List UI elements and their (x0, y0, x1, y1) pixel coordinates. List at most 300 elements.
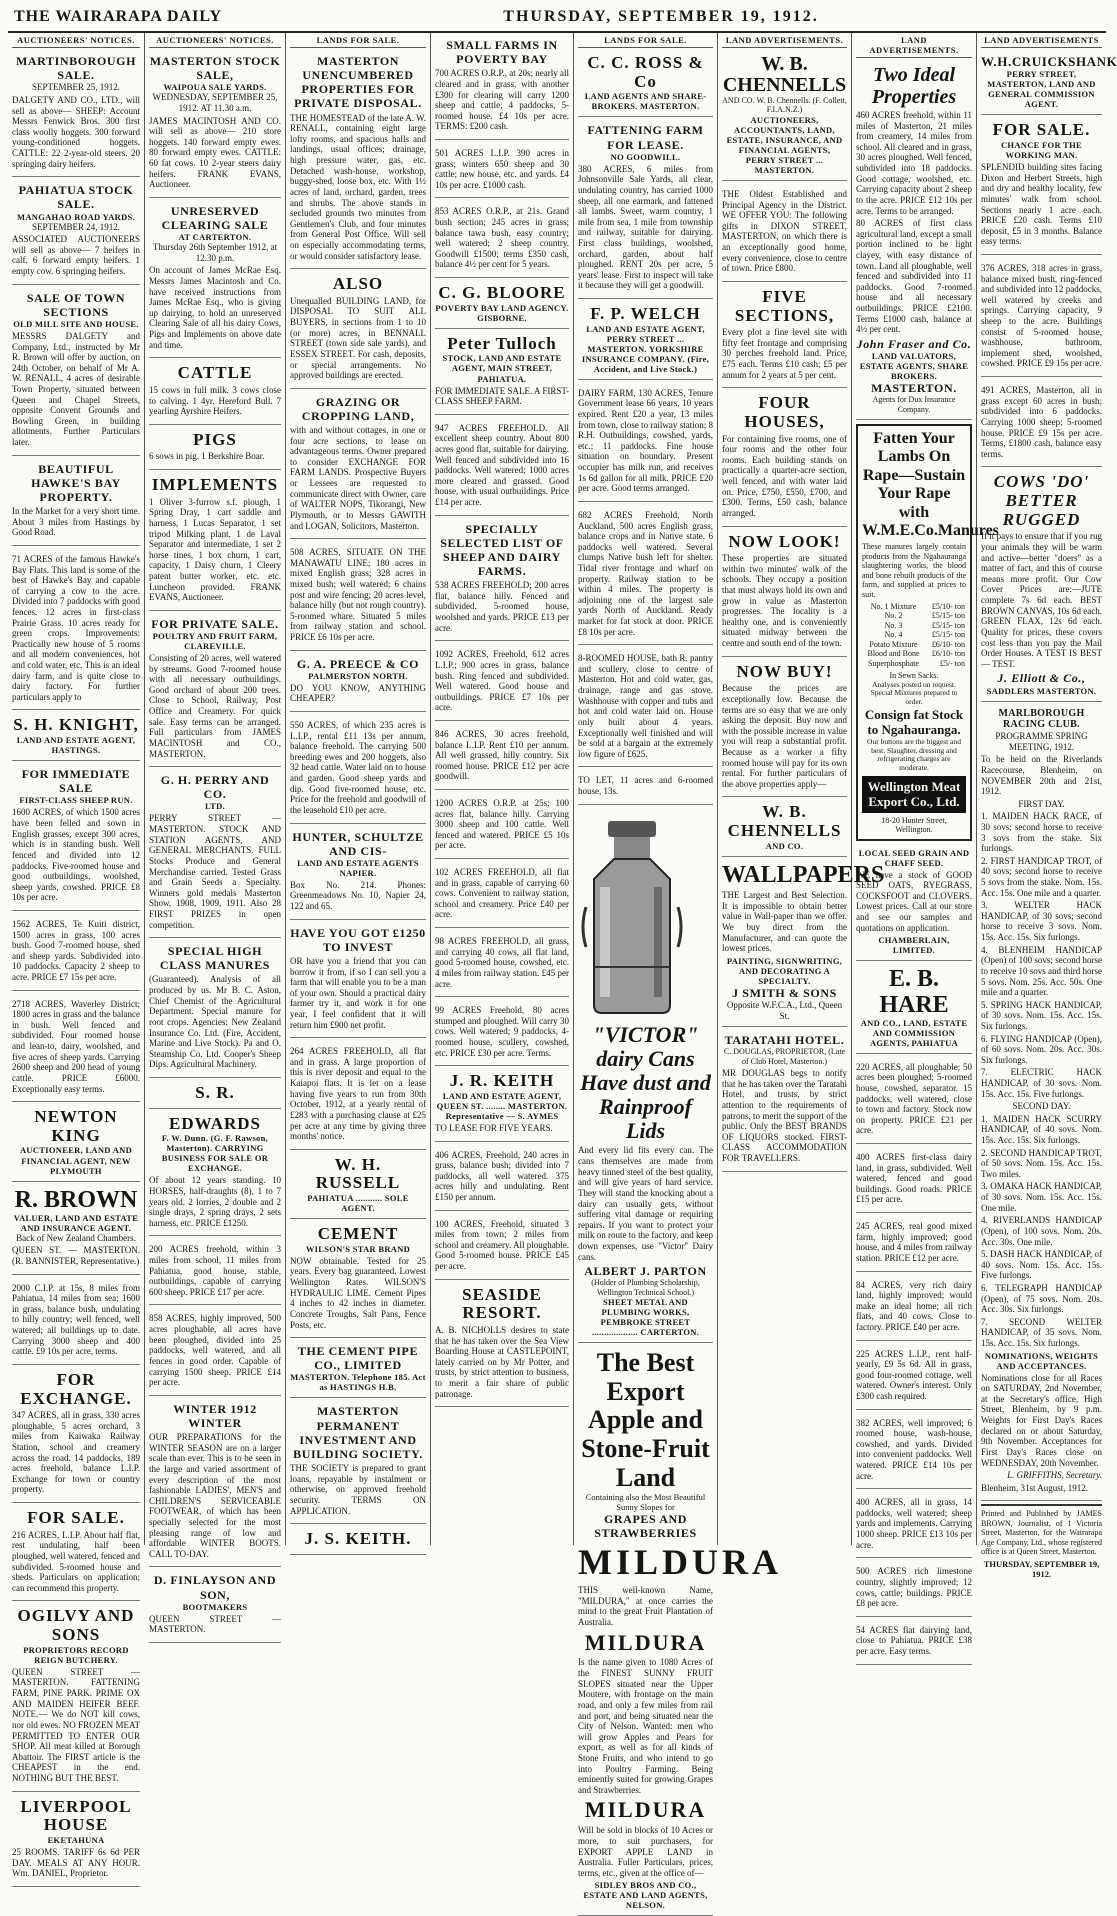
ad-block (435, 724, 569, 790)
manure-price: £5/10- ton (931, 602, 965, 612)
masthead-date: THURSDAY, SEPTEMBER 19, 1912. (503, 8, 819, 25)
ad-title: CATTLE (177, 363, 253, 383)
manure-name: No. 1 Mixture (870, 602, 917, 612)
ad-block (981, 118, 1102, 255)
ad-body: JAMES MACINTOSH AND CO. will sell as above— 210 store hoggets. 140 forward empty ewes. 80 forward empty ewes. CATTLE: 60 fat cows. 10 2-year steers dairy heifers. FRANK EVANS, Auctioneer. (149, 115, 281, 190)
ad-place: Blenheim, 31st August, 1912. (981, 1482, 1089, 1493)
ad-date: WEDNESDAY, SEPTEMBER 25, 1912. AT 11.30 a.m. (152, 92, 278, 113)
ad-two-ideal-properties (856, 61, 972, 420)
ad-list (12, 51, 140, 1182)
column-2 (145, 33, 286, 1635)
ad-block (435, 862, 569, 928)
ad-body: MESSRS DALGETY and Company, Ltd., instructed by Mr R. Brown will offer by auction, on 24th October, on behalf of Mr A. W. RENALL, 4 acres of desirable Town Property, situated between Queen and Chapel Streets, opposite Convent Grounds and Bowling Green, in building allotments. Further Particulars later. (12, 330, 140, 447)
ad-block (149, 361, 281, 425)
column-heading: AUCTIONEERS' NOTICES. (12, 35, 140, 48)
ad-body: For containing five rooms, one of four rooms and the other four rooms. Each building stands on practically a quarter-acre section, well fenced, and with water laid on. Price, £750, £550, £700, and £300. Terms, £50 cash, balance arranged. (722, 433, 847, 518)
ad-body: 376 ACRES, 318 acres in grass, balance mixed bush, ring-fenced and subdivided into 12 paddocks, well watered by creeks and springs. Carrying capacity, 9 sheep to the acre. Buildings consist of 5-roomed house, washhouse, bathroom, implement shed, woolshed, cowshed. PRICE £9 15s per acre. (981, 263, 1102, 369)
ad-subtitle: WAIPOUA SALE YARDS. (163, 82, 267, 93)
ad-body: 220 ACRES, all ploughable; 50 acres been ploughed; 5-roomed house, cowshed, separator. 15 paddocks, well watered, close to town and factory. Stock now on property. PRICE £21 per acre. (856, 1061, 972, 1136)
ad-block (290, 542, 426, 650)
column-heading: LANDS FOR SALE. (290, 35, 426, 48)
ad-body: 80 ACRES of first class agricultural land, except a small portion inclined to be light clayey, with easy distance of town. Land all ploughable, well fenced and subdivided into 11 paddocks. Good 7-roomed house and all necessary outbuildings. PRICE £2100. Terms £1000 cash, balance at 4½ per cent. (856, 218, 972, 335)
manure-name: Superphosphate (867, 658, 920, 668)
ad-title: S. R. (195, 1082, 235, 1102)
ad-body: 846 ACRES, 30 acres freehold, balance L.I.P. Rent £10 per annum. All well grassed, hilly country. Six roomed house. PRICE £12 per acre goodwill. (435, 728, 569, 782)
ad-address: Opposite W.F.C.A., Ltd., Queen St. (726, 999, 843, 1021)
ad-body: 400 ACRES first-class dairy land, in grass, subdivided. Well watered, fenced and good buildings. Good roads. PRICE £15 per acre. (856, 1152, 972, 1205)
ad-title: PAHIATUA STOCK SALE. (18, 183, 134, 212)
ad-day-2: SECOND DAY. (1012, 1101, 1071, 1112)
ad-body: SPLENDID building sites facing Dixon and Herbert Streets, high and dry and healthy locality, few minutes' walk from school. Sections nearly 1 acre each. PRICE £20 cash. Terms £10 deposit, £5 in 3 months. Balance easy terms. (981, 162, 1102, 247)
race-entry: 7. SECOND WELTER HANDICAP, of 35 sovs. Nom. 15s. Acc. 15s. Six furlongs. (981, 1316, 1102, 1349)
ad-block (12, 180, 140, 284)
ad-title: SPECIALLY SELECTED LIST OF SHEEP AND DAIRY FARMS. (440, 521, 564, 579)
column-heading: LAND ADVERTISEMENTS. (856, 35, 972, 58)
column-heading: AUCTIONEERS' NOTICES. (149, 35, 281, 48)
ad-body: QUEEN STREET — MASTERTON. (149, 1613, 281, 1635)
race-entry: 4. RIVERLANDS HANDICAP (Open), of 100 sovs. Nom. 20s. Acc. 30s. One mile. (981, 1215, 1102, 1247)
ad-fraser-agents: Agents for Dux Insurance Company. (872, 395, 956, 414)
ad-body: Box No. 214. Phones: Greenmeadows No. 10, Napier 24, 122 and 65. (290, 879, 426, 912)
ad-title: MASTERTON UNENCUMBERED PROPERTIES FOR PRIVATE DISPOSAL. (294, 54, 422, 111)
ad-block (290, 654, 426, 712)
ad-body: THE Oldest Established and Principal Agency in the District. WE OFFER YOU: The following gifts in DIXON STREET, MASTERTON, on which there is an exceptionally good home, every convenience, close to centre of town. Price £800. (722, 188, 847, 274)
ad-body: 1600 ACRES, of which 1500 acres have been felled and sown in English grasses, except 300 acres, which is in standing bush. Well fenced and divided into 12 paddocks. Five-roomed house and good outbuildings, woolshed, sheep yards, cowshed. PRICE £8 10s per acre. (12, 807, 140, 903)
ad-body: 8-ROOMED HOUSE, bath R. pantry and scullery, close to centre of Masterton. Hot and cold water, gas, drainage, range and gas stove. Washhouse with copper and tubs and hot and cold water laid on. House only built about 4 years. Exceptionally well finished and will be sold at a bargain at the extremely low figure of £625. (578, 653, 713, 759)
ad-nominations: NOMINATIONS, WEIGHTS AND ACCEPTANCES. (984, 1350, 1099, 1371)
ad-block (578, 383, 713, 502)
ad-block (435, 35, 569, 140)
masthead-paper-name: THE WAIRARAPA DAILY (14, 8, 223, 25)
ad-sign: L. GRIFFITHS, Secretary. (1007, 1470, 1102, 1481)
race-entry: 4. BLENHEIM HANDICAP (Open) of 100 sovs; second horse to receive 10 sovs and third horse 5 sovs. Nom. 25s. Acc. 50s. One mile and a quarter. (981, 944, 1102, 998)
manure-price: £5/15- ton (931, 611, 965, 621)
ad-cruickshank (981, 51, 1117, 115)
ad-name: J SMITH & SONS (732, 985, 837, 1000)
ad-body: Because the prices are exceptionally low. Because the terms are so easy that we are only asking the deposit. Buy now and with the possible increase in value you will reap a substantial profit. Because as a worker a fifty roomed house will pay for its own rental. For further particulars of the above properties apply— (722, 683, 847, 789)
ad-title: S. H. KNIGHT, (13, 715, 139, 735)
ad-subtitle: STOCK, LAND AND ESTATE AGENT, MAIN STREET, PAHIATUA. (442, 353, 562, 384)
race-entry: 7. ELECTRIC HACK HANDICAP, of 30 sovs. Nom. 15s. Acc. 15s. Five furlongs. (981, 1067, 1102, 1099)
ad-body: A. B. NICHOLLS desires to state that he has taken over the Sea View Boarding House at CASTLEPOINT, lately carried on by Mr Potter, and trusts, by strict attention to business, to merit a fair share of public patronage. (435, 1324, 569, 1399)
ad-title: WALLPAPERS (722, 861, 885, 888)
ad-subtitle: WILSON'S STAR BRAND (305, 1243, 411, 1254)
ad-r-brown (12, 1185, 140, 1275)
ad-fraser-title: John Fraser and Co. (856, 336, 972, 351)
ad-body: 71 ACRES of the famous Hawke's Bay Flats. This land is some of the best of Hawke's Bay and capable of carrying a cow to the acre. Divided into 7 paddocks with good fences. 12 acres in first-class Prairie Grass. 10 acres ready for green crops. Improvements: Practically new house of 5 rooms and all modern conveniences, hot and cold water, etc. This is an ideal dairy farm, and is quite close to dairy factory. For further particulars apply to (12, 553, 140, 702)
manure-price-row (862, 659, 966, 668)
ad-body: 500 ACRES rich limestone country, slightly improved; 12 cows, cattle; buildings. PRICE £8 per acre. (856, 1566, 972, 1609)
ad-block (12, 549, 140, 711)
ad-victor-dairy-cans (578, 808, 713, 1344)
ad-block (435, 201, 569, 278)
ad-title: LIVERPOOL HOUSE (20, 1796, 132, 1835)
ad-parton-sub: (Holder of Plumbing Scholarship, Wellington Technical School.) (591, 1278, 700, 1297)
ad-title: ALSO (332, 274, 384, 294)
column-4 (431, 33, 574, 1545)
ad-title: CEMENT (317, 1224, 399, 1244)
ad-block (12, 1368, 140, 1503)
ad-body: with and without cottages, in one or four acre sections, to lease on advantageous terms. Owner prepared to consider EXCHANGE FOR FARM LANDS. Prospective Buyers or Lessees are requested to communicate direct with Owner, care of WALTER NOPS, Tikorangi, New Plymouth, or to Messrs GAWITH and LOGAN, Solicitors, Masterton. (290, 425, 426, 531)
ad-block (856, 1057, 972, 1144)
manure-name: Blood and Bone (867, 649, 920, 659)
ad-parton-address: PEMBROKE STREET ................... CARTERTON. (591, 1317, 700, 1338)
manure-price: £5/15- ton (931, 620, 965, 630)
ad-subtitle: Containing also the Most Beautiful Sunny Slopes for (585, 1492, 706, 1513)
ad-block (12, 1506, 140, 1601)
ad-title: "VICTOR" dairy Cans Have dust and Rainproof Lids (580, 1021, 711, 1144)
ad-title: D. FINLAYSON AND SON, (153, 1573, 277, 1602)
ad-title: SPECIAL HIGH CLASS MANURES (159, 944, 271, 973)
ad-list (435, 35, 569, 1407)
ad-title: HUNTER, SCHULTZE AND CIS- (292, 829, 424, 858)
ad-block (578, 648, 713, 767)
ad-sign: CHAMBERLAIN, LIMITED. (878, 935, 950, 956)
ad-body: 216 ACRES, L.I.P. About half flat, rest undulating, half been ploughed, well watered, fenced and subdivided. 5-roomed house and sheds. Particulars on application; can recommend this property. (12, 1529, 140, 1593)
ad-title: Two Ideal Properties (871, 64, 957, 109)
manure-name: No. 4 (884, 630, 903, 640)
ad-title: SEASIDE RESORT. (462, 1284, 542, 1323)
ad-subtitle: AND CO. (765, 840, 804, 851)
ad-address: Back of New Zealand Chambers. (16, 1232, 136, 1243)
ad-subtitle: PAINTING, SIGNWRITING, AND DECORATING A SPECIALTY. (726, 955, 843, 986)
ad-subtitle: FIRST-CLASS SHEEP RUN. (19, 795, 133, 806)
manure-price-row (862, 602, 966, 611)
ad-block (856, 1413, 972, 1490)
ad-title: C. G. BLOORE (438, 283, 566, 303)
manure-price: £6/10- ton (931, 649, 965, 659)
ad-body: WE have a stock of GOOD SEED OATS, RYEGRASS, COCKSFOOT and CLOVERS. Lowest prices. Call at our store and see our samples and quotations on application. (856, 869, 972, 933)
ad-body: In the Market for a very short time. About 3 miles from Hastings by Good Road. (12, 506, 140, 538)
ad-subtitle: F. W. Dunn. (G. F. Rawson, Masterton). CARRYING BUSINESS FOR SALE OR EXCHANGE. (161, 1133, 269, 1174)
ad-block (149, 1239, 281, 1305)
ad-body: 1200 ACRES O.R.P. at 25s; 100 acres flat, balance hilly. Carrying 3000 sheep and 100 cattle. Well fenced and watered. PRICE £5 10s per acre. (435, 797, 569, 851)
ad-body: 491 ACRES, Masterton, all in grass except 60 acres in bush; subdivided into 6 paddocks. Carrying 1000 sheep; 5-roomed house. PRICE £9 15s per acre. Terms, £1800 cash, balance easy terms. (981, 385, 1102, 459)
ad-block (856, 1492, 972, 1558)
column-heading: LANDS FOR SALE. (578, 35, 713, 48)
ad-list (12, 1278, 140, 1887)
ad-consign-body: Our buttons are the biggest and best. Slaughter, dressing and refrigerating charges are moderate. (867, 736, 961, 773)
ad-title: SALE OF TOWN SECTIONS (26, 290, 126, 319)
ad-body: 947 ACRES FREEHOLD. All excellent sheep country. About 800 acres good flat, suitable for dairying. Well fenced and subdivided into 16 paddocks. Well watered; 1000 acres more cleared and grassed. Good house, with usual outbuildings. Price £14 per acre. (435, 422, 569, 507)
race-entry: 3. WELTER HACK HANDICAP, of 30 sovs; second horse to receive 3 sovs. Nom. 15s. Acc. 15s. Six furlongs. (981, 900, 1102, 943)
ad-subtitle: POULTRY AND FRUIT FARM, CLAREVILLE. (152, 631, 278, 652)
ad-block (12, 1795, 140, 1887)
race-entry: 5. SPRING HACK HANDICAP, of 30 sovs. Nom. 15s. Acc. 15s. Six furlongs. (981, 999, 1102, 1031)
milk-can-illustration (578, 817, 686, 1017)
ad-seed-grain (856, 845, 972, 962)
ad-block (149, 201, 281, 358)
manure-name: No. 2 (884, 611, 903, 621)
ad-list (722, 184, 847, 857)
ad-block (435, 931, 569, 997)
ad-body: Is the name given to 1080 Acres of the FINEST SUNNY FRUIT SLOPES situated near the Upper Moutere, with frontage on the main road, and only a few miles from rail and port, and being situated near the City of Nelson. Wanted: men who will grow Apples and Pears for export, as well as for all kinds of Stone Fruits, and who intend to go into Poultry Farming. Being eminently suited for growing Grapes and Strawberries. (578, 1657, 713, 1795)
ad-hare (856, 964, 972, 1053)
ad-parton-sub2: SHEET METAL AND PLUMBING WORKS, (601, 1297, 690, 1318)
ad-title: FIVE SECTIONS, (734, 286, 835, 325)
ad-fraser-sub: LAND VALUATORS, ESTATE AGENTS, SHARE BROKERS. (859, 350, 969, 382)
ad-block (435, 1069, 569, 1141)
column-heading: LAND ADVERTISEMENTS (981, 35, 1102, 48)
ad-date: SEPTEMBER 24, 1912. (31, 221, 120, 232)
ad-title: W. B. CHENNELLS (727, 802, 842, 841)
ad-block (578, 770, 713, 804)
ad-bags: In Sewn Sacks. (889, 671, 939, 681)
ad-body: THIS well-known Name, "MILDURA," at once carries the mind to the great Fruit Plantation of Australia. (578, 1585, 713, 1627)
ad-block (578, 120, 713, 299)
ad-body: ASSOCIATED AUCTIONEERS will sell as above— 7 heifers in calf. 6 forward empty heifers. 1 empty cow. 6 springing heifers. (12, 234, 140, 276)
ad-body: 200 ACRES freehold, within 3 miles from school, 11 miles from Pahiatua, good house, stable, outbuildings, capable of carrying 600 sheep. PRICE £17 per acre. (149, 1244, 281, 1297)
ad-body: If it pays to ensure that if you rug your animals they will be warm and active—better "doers" as a matter of fact, and this of course means more profit. Our Cow Cover Prices are:—JUTE complete 7s 6d each. BEST BROWN CANVAS, 10s 6d each. GREEN FLAX, 12s 6d each. Quality for prices, these covers cost less than you pay the Mail Order Houses. A TEST IS BEST — TEST. (981, 531, 1102, 669)
ad-title: MARLBOROUGH RACING CLUB. (998, 707, 1085, 731)
manure-price-row (862, 640, 966, 649)
ad-title: G. H. PERRY AND CO. (160, 773, 270, 802)
ad-body: 858 ACRES, highly improved, 500 acres ploughable, all acres have been ploughed, divided into 25 paddocks, well watered, and all fences in good order. Capable of carrying 1500 sheep. PRICE £14 per acre. (149, 1313, 281, 1388)
ad-title: FOR EXCHANGE. (20, 1369, 132, 1408)
ad-body: THE Largest and Best Selection. It is impossible to obtain better value in Wall-paper than we offer. We buy direct from the Manufacturer, and can quote the lowest prices. (722, 890, 847, 954)
ad-title: PIGS (193, 429, 237, 449)
column-1 (8, 33, 145, 1879)
race-entry: 3. OMAKA HACK HANDICAP, of 30 sovs. Nom. 15s. Acc. 15s. One mile. (981, 1181, 1102, 1213)
ad-subtitle: PERRY STREET, MASTERTON, LAND AND GENERAL COMMISSION AGENT. (987, 69, 1096, 110)
ad-subtitle: BOOTMAKERS (182, 1601, 248, 1612)
ad-title: W. H. RUSSELL (315, 1154, 401, 1193)
ad-date: Thursday 26th September 1912, at 12.30 p.m. (152, 242, 278, 263)
ad-block (149, 770, 281, 938)
ad-subtitle: PAHIATUA ........... SOLE AGENT. (307, 1193, 409, 1214)
ad-title: COWS 'DO' BETTER RUGGED (993, 472, 1090, 529)
ad-subtitle: LAND AND ESTATE AGENTS NAPIER. (297, 857, 419, 878)
ad-block (981, 258, 1102, 377)
ad-block (722, 530, 847, 657)
ad-title: FOR PRIVATE SALE. (151, 616, 279, 631)
ad-marlborough-racing (981, 705, 1102, 1502)
ad-address: 18-20 Hunter Street, Wellington. (881, 815, 947, 835)
ad-title: OGILVY AND SONS (17, 1606, 135, 1645)
ad-block (290, 1222, 426, 1338)
ad-title: UNRESERVED CLEARING SALE (161, 203, 269, 232)
race-list (981, 811, 1102, 1099)
masthead (8, 6, 1106, 33)
ad-block (981, 380, 1102, 467)
ad-block (578, 302, 713, 380)
ad-taratahi-hotel (722, 1030, 847, 1172)
ad-title: Fatten Your Lambs On Rape—Sustain Your Rape with W.M.E.Co.Manures (862, 430, 999, 540)
manure-price-row (862, 621, 966, 630)
ad-body: 15 cows in full milk. 3 cows close to calving. 1 4yr. Hereford Bull. 7 yearling Ayrshire Heifers. (149, 384, 281, 417)
ad-body: NOW obtainable. Tested for 25 years. Every bag guaranteed. Lowest Wellington Rates. WILSON'S HYDRAULIC LIME. Cement Pipes 4 inches to 42 inches in diameter. Concrete Troughs, Salt Pans, Fence Posts, etc. (290, 1255, 426, 1330)
ad-block (149, 1112, 281, 1237)
ad-block (149, 1570, 281, 1643)
ad-block (290, 1041, 426, 1149)
ad-list (290, 51, 426, 1555)
ad-block (290, 1341, 426, 1398)
ad-wallpapers (722, 860, 885, 1027)
ad-agent: SIDLEY BROS AND CO., ESTATE AND LAND AGENTS, NELSON. (583, 1880, 708, 1911)
ad-block (290, 827, 426, 920)
ad-consign: Consign fat Stock to Ngahauranga. (864, 707, 964, 738)
ad-note: Analyses posted on request. Special Mixtures prepared to order. (870, 679, 958, 707)
ad-body: 550 ACRES, of which 235 acres is L.I.P., rental £11 13s per annum, balance freehold. The carrying 500 breeding ewes and 200 hoggets, also 32 head cattle. Water laid on to house and garden. Good sheep yards and dip. Good five-roomed house, etc. Price for the freehold and goodwill of the leasehold £10 per acre. (290, 720, 426, 815)
race-entry: 2. FIRST HANDICAP TROT, of 40 sovs; second horse to receive 5 sovs from the stake. Nom. 15s. Acc. 15s. One mile and a quarter. (981, 855, 1102, 898)
ad-block (435, 1214, 569, 1280)
ad-title: MASTERTON STOCK SALE, (149, 54, 281, 83)
columns (8, 33, 1117, 1911)
ad-block (722, 285, 847, 388)
ad-body: QUEEN STREET — MASTERTON. FATTENING FARM, PINE PARK. PRIME OX AND MAIDEN HEIFER BEEF. NOTE.— We do NOT kill cows, nor old ewes. NO FROZEN MEAT PERMITTED TO ENTER OUR SHOP. All meat killed at Borough Abattoir. The FIRST article is the CHEAPEST in the end. NOTHING BUT THE BEST. (12, 1666, 140, 1783)
ad-body: Unequalled BUILDING LAND, for DISPOSAL TO SUIT ALL BUYERS, in sections from 1 to 10 (or more) acres, in BENNALL STREET (town side sale yards), and ESSEX STREET. For cash, deposits, or special arrangements. No approved buildings are erected. (290, 295, 426, 381)
ad-title: W. B. CHENNELLS (722, 53, 847, 97)
ad-title: The Best Export Apple and Stone-Fruit Land (581, 1348, 710, 1492)
ad-subtitle: AT CARTERTON. (178, 232, 252, 243)
ad-title: FOUR HOUSES, (744, 393, 825, 431)
ad-body: 501 ACRES L.I.P. 390 acres in grass; winters 650 sheep and 30 cattle; new house, etc. and yards. £4 10s per acre. £1000 cash. (435, 147, 569, 190)
column-heading: LAND ADVERTISEMENTS. (722, 35, 847, 48)
ad-body: These properties are situated within two minutes' walk of the schools. They occupy a position that must always hold its own and grow in value as Masterton progresses. The locality is a healthy one, and is conveniently situated midway between the centre and south end of the town. (722, 553, 847, 649)
ad-title: LOCAL SEED GRAIN AND CHAFF SEED. (858, 847, 970, 868)
manure-price: £6/10- ton (931, 639, 965, 649)
ad-subtitle: AND CO. W. B. Chennells. (F. Collett, F.I.A.N.Z.) (722, 96, 847, 115)
ad-title: R. BROWN (14, 1186, 138, 1213)
manure-price: £5/- ton (939, 658, 965, 668)
ad-title: SMALL FARMS IN POVERTY BAY (446, 38, 558, 67)
ad-subtitle: OLD MILL SITE AND HOUSE. (13, 318, 139, 329)
ad-saddlers: SADDLERS MASTERTON. (986, 685, 1097, 696)
manure-name: No. 3 (884, 620, 903, 630)
ad-body: QUEEN ST. — MASTERTON. (R. BANNISTER, Representative.) (12, 1245, 140, 1266)
ad-title: C. C. ROSS & Co (587, 53, 704, 91)
ad-title: MASTERTON PERMANENT INVESTMENT AND BUILDING SOCIETY. (293, 1404, 423, 1461)
ad-block (722, 391, 847, 526)
ad-subtitle: C. DOUGLAS, PROPRIETOR, (Late of Club Hotel, Masterton.) (723, 1047, 846, 1066)
ad-block (856, 1620, 972, 1665)
ad-body: TO LEASE FOR FIVE YEARS. (435, 1122, 553, 1133)
race-entry: 6. TELEGRAPH HANDICAP (Open), of 75 sovs. Nom. 20s. Acc. 30s. Six furlongs. (981, 1282, 1102, 1315)
ad-list (578, 51, 713, 805)
ad-title: J. S. KEITH. (304, 1529, 412, 1549)
ad-body: Every plot a fine level site with fifty feet frontage and comprising 30 perches freehold land. Price, £75 each. Terms £10 cash; £5 per annum for 2 years at 5 per cent. (722, 327, 847, 380)
ad-body: 245 ACRES, real good mixed farm, highly improved; good house, and 4 miles from railway station. PRICE £12 per acre. (856, 1221, 972, 1263)
ad-block (12, 914, 140, 991)
ad-programme: PROGRAMME SPRING MEETING, 1912. (995, 731, 1088, 752)
ad-body: Consisting of 20 acres, well watered by streams. Good 7-roomed house with all necessary outbuildings. Good orchard of about 200 trees. Close to School, Railway, Post Office and Creamery. For quick sale. Easy terms can be arranged. Full particulars from JAMES MACINTOSH and CO., MASTERTON. (149, 653, 281, 759)
column-5 (574, 33, 782, 1911)
race-entry: 1. MAIDEN HACK RACE, of 30 sovs; second horse to receive 3 sovs from the stake. Six furlongs. (981, 811, 1102, 854)
ad-block (290, 51, 426, 269)
ad-title: G. A. PREECE & CO (296, 656, 420, 671)
ad-block (12, 288, 140, 456)
race-list (981, 1114, 1102, 1349)
ad-nominations-body: Nominations close for all Races on SATURDAY, 2nd November, at the Secretary's office, High Street, Blenheim, by 9 p.m. Weights for First Day's Races declared on or about Saturday, 9th November. Acceptances for First Day's Races close on WEDNESDAY, 20th November. (981, 1372, 1102, 1468)
ad-title: TARATAHI HOTEL. (724, 1033, 845, 1048)
ad-body: OUR PREPARATIONS for the WINTER SEASON are on a larger scale than ever. This is to be seen in the large and varied assortment of every description of the most fashionable LADIES', MEN'S and CHILDREN'S SERVICEABLE FOOTWEAR, of which has been specially selected for the most pleasing range of low and affordable WINTER BOOTS. CALL TO-DAY. (149, 1432, 281, 1559)
race-entry: 1. MAIDEN HACK SCURRY HANDICAP, of 40 sovs. Nom. 15s. Acc. 15s. Six furlongs. (981, 1113, 1102, 1146)
ad-block (149, 1399, 281, 1568)
ad-title: FOR IMMEDIATE SALE (21, 767, 131, 796)
ad-body: 2000 C.I.P. at 15s, 8 miles from Pahiatua, 14 miles from sea; 1600 in grass, balance bush, undulating to hilly country; well fenced, well watered; all buildings up to date. Carrying 3000 sheep and 400 cattle. £9 10s per acre, terms. (12, 1282, 140, 1357)
ad-body: DO YOU KNOW, ANYTHING CHEAPER? (290, 682, 426, 704)
ad-subtitle: NO GOODWILL. (610, 151, 681, 162)
ad-block (149, 941, 281, 1078)
ad-body: 1092 ACRES, Freehold, 612 acres L.I.P.; 900 acres in grass, balance bush. Ring fenced and subdivided. Well watered. Good house and outbuildings. PRICE £7 10s per acre. (435, 649, 569, 713)
manure-price-row (862, 630, 966, 639)
column-8 (977, 33, 1117, 1579)
ad-subtitle: LAND AND ESTATE AGENT, QUEEN ST. ........ MASTERTON. Representative — S. AYMES (436, 1090, 568, 1121)
ad-block (149, 614, 281, 767)
ad-title: J. R. KEITH (449, 1071, 555, 1091)
ad-body: 1562 ACRES, Te Kuiti district, 1500 acres in grass, 100 acres bush. Good 7-roomed house, shed and sheep yards. Subdivided into 10 paddocks. Capacity 2 sheep to acre. PRICE £7 15s per acre. (12, 918, 140, 983)
ad-subtitle: LAND AGENTS AND SHARE-BROKERS. MASTERTON. (584, 91, 707, 112)
ad-block (290, 923, 426, 1039)
ad-block (12, 994, 140, 1102)
ad-block (578, 51, 713, 117)
ad-subtitle: POVERTY BAY LAND AGENCY. GISBORNE. (435, 302, 569, 323)
ad-title: Peter Tulloch (447, 333, 557, 353)
ad-title: GRAZING OR CROPPING LAND, (301, 394, 415, 423)
ad-block (856, 1216, 972, 1271)
ad-body: 98 ACRES FREEHOLD, all grass, and carrying 40 cows, all flat land, good 5-roomed house, cowshed, etc. 4 miles from railway station. £45 per acre. (435, 936, 569, 989)
ad-subtitle: LAND AND ESTATE AGENT, HASTINGS. (16, 735, 136, 756)
ad-body: Will be sold in blocks of 10 Acres or more, to suit purchasers, for EXPORT APPLE LAND in Australia. Fuller Particulars, prices, terms, etc., given at the office of— (578, 1825, 713, 1878)
ad-title: WINTER 1912 WINTER (173, 1401, 257, 1430)
ad-block (149, 51, 281, 198)
imprint: Printed and Published by JAMES BROWN, Journalist, of 1 Victoria Street, Masterton, for the Wairarapa Age Company, Ltd., whose registered office is at Queen Street, Masterton. (981, 1509, 1103, 1557)
manure-price: £5/15- ton (931, 630, 965, 640)
ad-title: HAVE YOU GOT £1250 TO INVEST (290, 925, 426, 954)
ad-title: FATTENING FARM FOR LEASE. (587, 123, 704, 152)
ad-block (12, 459, 140, 546)
ad-body: 1 Oliver 3-furrow s.f. plough, 1 Spring Dray, 1 cart saddle and harness, 1 Lucas Separator, 1 set tripod Milking plant, 1 de Laval Separator and intermediate, 1 set 2 horse tines, 1 box churn, 1 cart, capacity, 1 Daisy churn, 1 Cleery patent butter worker, etc. etc. Luncheon provided. FRANK EVANS, Auctioneer. (149, 496, 281, 603)
ad-block (435, 332, 569, 415)
ad-block (856, 1147, 972, 1213)
ad-block (290, 1401, 426, 1524)
ad-block (722, 184, 847, 282)
ad-body: These manures largely contain products from the Ngahauranga slaughtering works, the blood and bone rebuilt products of the farm, and supplied at prices to suit. (862, 542, 966, 599)
imprint-date: THURSDAY, SEPTEMBER 19, 1912. (983, 1558, 1100, 1579)
race-entry: 5. DASH HACK HANDICAP, of 40 sovs. Nom. 15s. Acc. 15s. Five furlongs. (981, 1249, 1103, 1281)
ad-title: F. P. WELCH (590, 304, 701, 324)
ad-body: Of about 12 years standing. 10 HORSES, half-draughts (8), 1 to 7 years old. 2 lorries, 2 double and 2 single drays, 2 spring drays, 2 sets harness, etc. PRICE £1250. (149, 1175, 281, 1228)
ad-block (149, 1081, 281, 1109)
manure-price-row (862, 649, 966, 658)
ad-block (149, 473, 281, 611)
ad-subtitle: LTD. (204, 801, 226, 812)
ad-title: FOR SALE. (992, 120, 1091, 140)
ad-title: EDWARDS (168, 1113, 262, 1133)
ad-list (856, 1057, 972, 1665)
ad-address: PERRY STREET ... MASTERTON. (745, 154, 824, 175)
ad-block (149, 428, 281, 470)
ad-body: MR DOUGLAS begs to notify that he has taken over the Taratahi Hotel, and trusts, by strict attention to the requirements of patrons, to merit the support of the public. Only the BEST BRANDS OF LIQUORS stocked. FIRST-CLASS ACCOMMODATION FOR TRAVELLERS. (722, 1068, 847, 1164)
ad-block (856, 1275, 972, 1341)
ad-block (290, 1527, 426, 1555)
ad-subtitle-2: GRAPES AND STRAWBERRIES (594, 1512, 697, 1541)
ad-block (435, 644, 569, 721)
ad-block (435, 143, 569, 198)
ad-subtitle-2: AUCTIONEERS, ACCOUNTANTS, LAND, ESTATE, INSURANCE, AND FINANCIAL AGENTS, (726, 114, 843, 155)
divider (981, 1504, 1102, 1506)
ad-block (290, 272, 426, 389)
ad-body: 853 ACRES O.R.P., at 21s. Grand bush section; 245 acres in grass; balance tawa bush, easy country; well watered; 2 sheep country. Goodwill £1500; terms £350 cash, balance 4½ per cent for 5 years. (435, 206, 569, 270)
ad-subtitle: PROPRIETORS RECORD REIGN BUTCHERY. (23, 1644, 129, 1665)
ad-body: 508 ACRES, SITUATE ON THE MANAWATU LINE; 180 acres in mixed English grass; 328 acres in mixed bush; well watered; 6 chains post and wire fencing; 20 acres level, balance hilly (but not rough country). 5-roomed whare. Situated 5 miles from railway station and school. PRICE £6 10s per acre. (290, 547, 426, 643)
ad-body: 6 sows in pig. 1 Berkshire Boar. (149, 451, 265, 462)
ad-body: 380 ACRES, 6 miles from Johnsonville Sale Yards, all clear, undulating country, has carried 1000 sheep, all one earmark, and fattened all lambs. Sweet, warm country, 1 mile from sea, 1 mile from township and railway, suitable for dairying. First class buildings, woolshed, orchard, garden, about half ploughed. RENT 20s per acre, 5 years' lease. First to inspect will take it because they will get a goodwill. (578, 163, 713, 291)
ad-title: IMPLEMENTS (151, 475, 279, 495)
ad-block (722, 800, 847, 856)
ad-body: DALGETY AND CO., LTD., will sell as above— SHEEP: Account Messrs Fenwick Bros. 300 first class woolly hoggets. 300 forward young-conditioned hoggets. CATTLE: 22 2-year-old steers. 20 springing dairy heifers. (12, 94, 140, 169)
ad-date: SEPTEMBER 25, 1912. (31, 82, 120, 93)
